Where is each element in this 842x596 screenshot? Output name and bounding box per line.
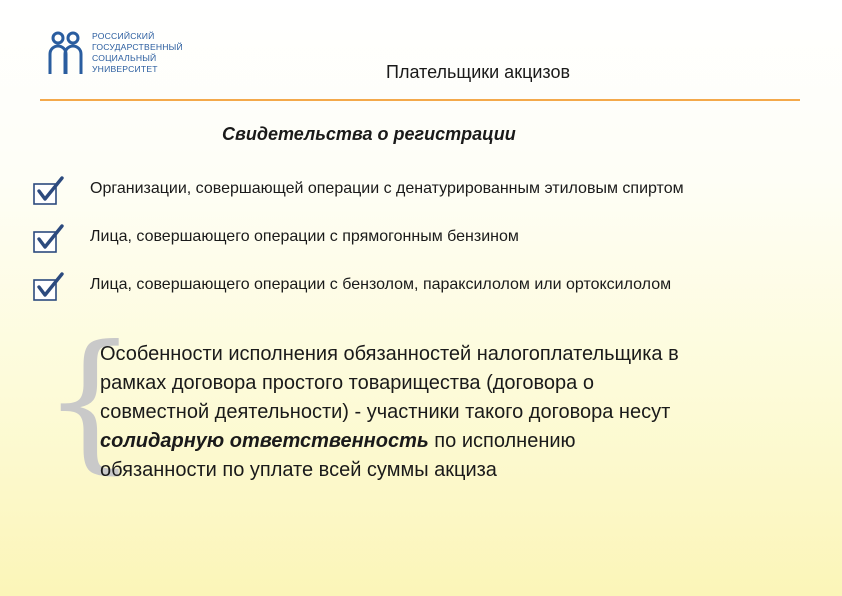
- note-line-text: рамках договора простого товарищества (договора о: [100, 372, 594, 394]
- note-emphasis: солидарную ответственность: [100, 430, 429, 452]
- note-line: [100, 456, 820, 485]
- note-line: [100, 427, 820, 456]
- logo-text-line: УНИВЕРСИТЕТ: [92, 64, 158, 74]
- checkbox-checked-icon: [32, 272, 66, 302]
- note-line-text: по исполнению: [428, 430, 576, 452]
- logo-people-icon: [46, 30, 86, 76]
- university-logo: [46, 30, 206, 82]
- list-item-text: Лица, совершающего операции с прямогонным бензином: [90, 228, 519, 245]
- list-item: [32, 272, 837, 300]
- note-paragraph: [100, 340, 820, 485]
- note-line-text: Особенности исполнения обязанностей налогоплательщика в: [100, 343, 679, 365]
- page-title: Плательщики акцизов: [386, 62, 571, 82]
- list-item-text: Лица, совершающего операции с бензолом, параксилолом или ортоксилолом: [90, 276, 672, 293]
- list-item-text: Организации, совершающей операции с денатурированным этиловым спиртом: [90, 180, 684, 197]
- checkbox-checked-icon: [32, 176, 66, 206]
- list-item: [32, 224, 837, 252]
- note-line: [100, 369, 820, 398]
- note-line: [100, 398, 820, 427]
- checkbox-checked-icon: [32, 224, 66, 254]
- logo-text-line: ГОСУДАРСТВЕННЫЙ: [92, 42, 183, 52]
- note-line-text: обязанности по уплате всей суммы акциза: [100, 459, 497, 481]
- list-item: [32, 176, 837, 204]
- section-subtitle: Свидетельства о регистрации: [222, 124, 516, 144]
- header-divider: [40, 99, 800, 101]
- logo-text-line: РОССИЙСКИЙ: [92, 31, 155, 41]
- note-line-text: совместной деятельности) - участники такого договора несут: [100, 401, 671, 423]
- logo-text-line: СОЦИАЛЬНЫЙ: [92, 53, 157, 63]
- logo-text: [92, 31, 183, 75]
- curly-brace-icon: {: [42, 314, 138, 488]
- note-line: [100, 340, 820, 369]
